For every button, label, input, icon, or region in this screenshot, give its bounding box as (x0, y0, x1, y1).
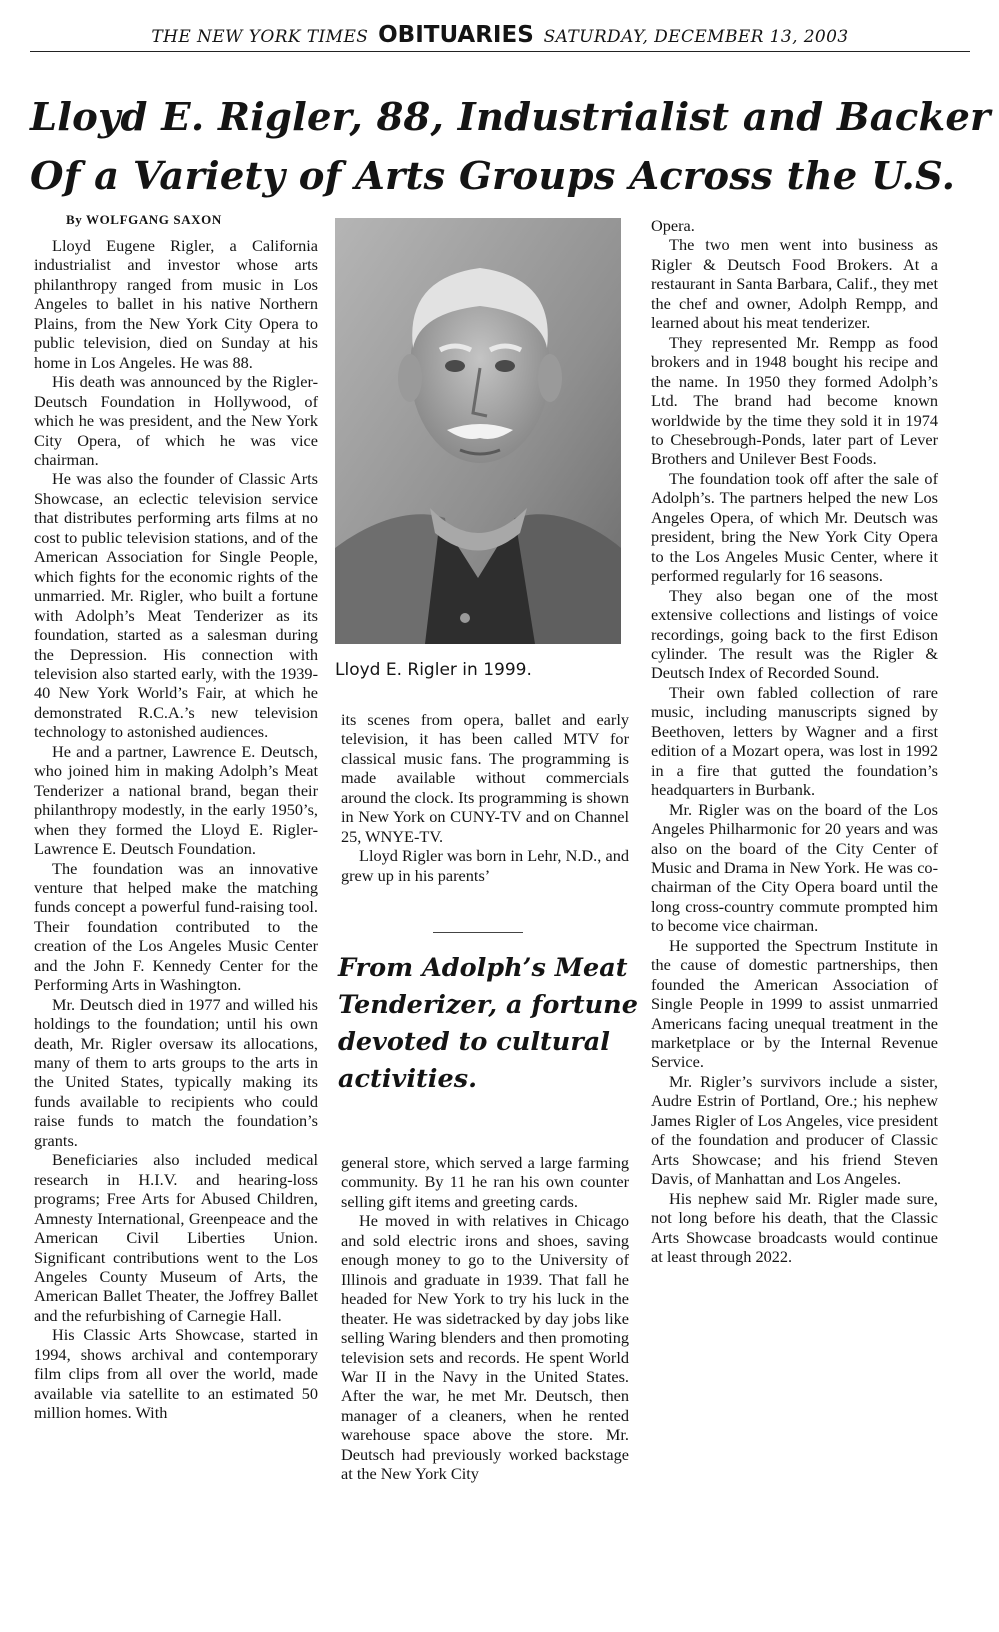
portrait-photo (335, 218, 621, 644)
paragraph: They also began one of the most extensive collections and listings of voice recordings, going back to the first Edison cylinder. The result was the Rigler & Deutsch Index of Recorded Sound. (651, 585, 938, 683)
section-name: OBITUARIES (378, 22, 534, 48)
article-column-1 (34, 236, 318, 1423)
paragraph: They represented Mr. Rempp as food brokers and in 1948 bought his recipe and the name. In 1950 they formed Adolph’s Ltd. The brand had become known worldwide by the time they sold it in 1974 to Chesebrough-Ponds, later part of Lever Brothers and Unilever Best Foods. (651, 332, 938, 469)
paragraph: Mr. Rigler’s survivors include a sister, Audre Estrin of Portland, Ore.; his nephew James Rigler of Los Angeles, vice president of the foundation and producer of Classic Arts Showcase; and his friend Steven Davis, of Manhattan and Los Angeles. (651, 1071, 938, 1189)
pull-quote-line: From Adolph’s Meat (338, 953, 628, 983)
article-column-2-bottom (341, 1153, 629, 1484)
photo-caption: Lloyd E. Rigler in 1999. (335, 660, 532, 680)
paragraph: His Classic Arts Showcase, started in 1994, shows archival and contemporary film clips from all over the world, made available via satellite to an estimated 50 million homes. With (34, 1325, 318, 1423)
pull-quote-rule (433, 932, 523, 933)
pull-quote (338, 950, 638, 1098)
paragraph: Beneficiaries also included medical research in H.I.V. and hearing-loss programs; Free Arts for Abused Children, Amnesty International, Greenpeace and the American Civil Liberties Union. Significant contributions went to the Los Angeles County Museum of Arts, the American Ballet Theater, the Joffrey Ballet and the refurbishing of Carnegie Hall. (34, 1150, 318, 1325)
publication-date: SATURDAY, DECEMBER 13, 2003 (543, 27, 849, 47)
paragraph: Opera. (651, 216, 695, 235)
headline-line-2: Of a Variety of Arts Groups Across the U.S. (30, 154, 956, 199)
paragraph: general store, which served a large farming community. By 11 he ran his own counter selling gift items and greeting cards. (341, 1153, 629, 1211)
masthead-rule (30, 51, 970, 52)
paragraph: Mr. Deutsch died in 1977 and willed his holdings to the foundation; until his own death, Mr. Rigler oversaw its allocations, many of them to arts groups to the arts in the United States, typically making its funds available to recipients who could raise funds to match the foundation’s grants. (34, 994, 318, 1150)
portrait-illustration (335, 218, 621, 644)
paragraph: His nephew said Mr. Rigler made sure, not long before his death, that the Classic Arts Showcase broadcasts would continue at least through 2022. (651, 1188, 938, 1267)
byline: By WOLFGANG SAXON (66, 212, 222, 227)
paragraph: its scenes from opera, ballet and early television, it has been called MTV for classical music fans. The programming is made available without commercials around the clock. Its programming is shown in New York on CUNY-TV and on Channel 25, WNYE-TV. (341, 710, 629, 846)
paragraph: He moved in with relatives in Chicago and sold electric irons and shoes, saving enough money to go to the University of Illinois and graduate in 1939. That fall he headed for New York to try his luck in the theater. He was sidetracked by day jobs like selling Waring blenders and then promoting television sets and records. He spent World War II in the Navy in the United States. After the war, he met Mr. Deutsch, then manager of a cleaners, when he rented warehouse space above the store. Mr. Deutsch had previously worked backstage at the New York City (341, 1211, 629, 1484)
pull-quote-line: devoted to cultural (338, 1027, 610, 1057)
paragraph: The foundation was an innovative venture that helped make the matching funds concept a powerful fund-raising tool. Their foundation contributed to the creation of the Los Angeles Music Center and the John F. Kennedy Center for the Performing Arts in Washington. (34, 858, 318, 995)
paragraph: Mr. Rigler was on the board of the Los Angeles Philharmonic for 20 years and was also on the board of the City Center of Music and Drama in New York. He was co-chairman of the City Opera board until the long cross-country commute prompted him to become vice chairman. (651, 799, 938, 936)
paragraph: He supported the Spectrum Institute in the cause of domestic partnerships, then founded the American Association of Single People in 1999 to assist unmarried Americans facing unequal treatment in the marketplace or by the Internal Revenue Service. (651, 935, 938, 1072)
newspaper-name: THE NEW YORK TIMES (151, 27, 369, 47)
pull-quote-line: activities. (338, 1064, 477, 1094)
paragraph: His death was announced by the Rigler-Deutsch Foundation in Hollywood, of which he was president, and the New York City Opera, of which he was vice chairman. (34, 372, 318, 469)
paragraph: Lloyd Eugene Rigler, a California industrialist and investor whose arts philanthropy ranged from music in Los Angeles to ballet in his native Northern Plains, from the New York City Opera to public television, died on Sunday at his home in Los Angeles. He was 88. (34, 236, 318, 372)
paragraph: The foundation took off after the sale of Adolph’s. The partners helped the new Los Angeles Opera, of which Mr. Deutsch was president, bring the New York City Opera to the Los Angeles Music Center, where it performed regularly for 16 seasons. (651, 468, 938, 586)
paragraph: Their own fabled collection of rare music, including manuscripts signed by Beethoven, letters by Wagner and a first edition of a Mozart opera, was lost in 1992 in a fire that gutted the foundation’s headquarters in Burbank. (651, 682, 938, 800)
paragraph: Lloyd Rigler was born in Lehr, N.D., and grew up in his parents’ (341, 846, 629, 885)
masthead (30, 20, 970, 50)
headline-line-1: Lloyd E. Rigler, 88, Industrialist and Backer (30, 95, 991, 140)
article-column-2-top (341, 710, 629, 885)
paragraph: He and a partner, Lawrence E. Deutsch, who joined him in making Adolph’s Meat Tenderizer a national brand, began their philanthropy modestly, in the early 1950’s, when they formed the Lloyd E. Rigler-Lawrence E. Deutsch Foundation. (34, 741, 318, 859)
headline (30, 88, 991, 206)
article-column-3 (651, 216, 938, 1266)
pull-quote-line: Tenderizer, a fortune (338, 990, 638, 1020)
paragraph: He was also the founder of Classic Arts Showcase, an eclectic television service that distributes performing arts films at no cost to public television stations, and of the American Association for Single People, which fights for the economic rights of the unmarried. Mr. Rigler, who built a fortune with Adolph’s Meat Tenderizer as its foundation, started as a salesman during the Depression. His connection with television also started early, with the 1939-40 New York World’s Fair, at which he demonstrated R.C.A.’s new television technology to astonished audiences. (34, 469, 318, 742)
paragraph: The two men went into business as Rigler & Deutsch Food Brokers. At a restaurant in Santa Barbara, Calif., they met the chef and owner, Adolph Rempp, and learned about his meat tenderizer. (651, 235, 938, 333)
